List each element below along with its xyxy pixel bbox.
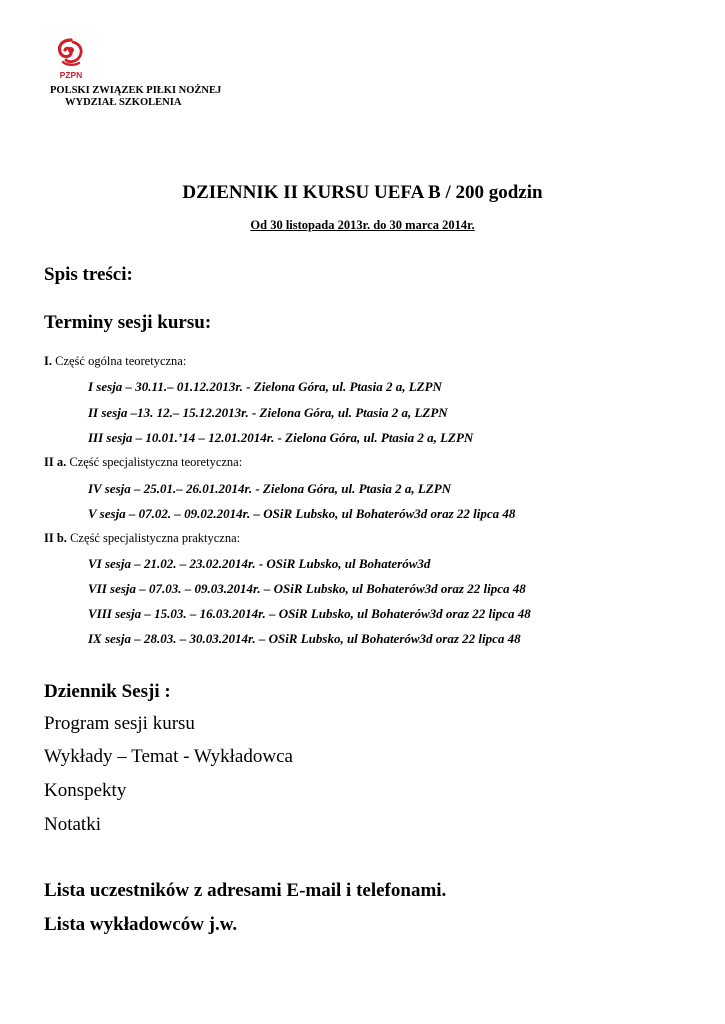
session-line: VIII sesja – 15.03. – 16.03.2014r. – OSiR Lubsko, ul Bohaterów3d oraz 22 lipca 48: [88, 606, 531, 621]
lecturers-list-line: Lista wykładowców j.w.: [44, 914, 238, 935]
session-line: I sesja – 30.11.– 01.12.2013r. - Zielona Góra, ul. Ptasia 2 a, LZPN: [88, 379, 442, 394]
org-line-2: WYDZIAŁ SZKOLENIA: [65, 97, 182, 108]
part-label: I.: [44, 354, 52, 368]
toc-heading: Spis treści:: [44, 264, 133, 285]
org-line-1: POLSKI ZWIĄZEK PIŁKI NOŻNEJ: [50, 85, 222, 96]
organization-name: [50, 85, 221, 109]
part-label: II b.: [44, 531, 67, 545]
part-label: II a.: [44, 455, 67, 469]
session-line: IV sesja – 25.01.– 26.01.2014r. - Zielona Góra, ul. Ptasia 2 a, LZPN: [88, 481, 452, 496]
pzpn-emblem-icon: [52, 36, 90, 86]
diary-item: Wykłady – Temat - Wykładowca: [44, 746, 293, 767]
participants-list-line: Lista uczestników z adresami E-mail i telefonami.: [44, 880, 447, 901]
part-heading-2b: [44, 531, 240, 546]
diary-heading: Dziennik Sesji :: [44, 681, 171, 702]
session-line: IX sesja – 28.03. – 30.03.2014r. – OSiR Lubsko, ul Bohaterów3d oraz 22 lipca 48: [88, 631, 521, 646]
document-title: DZIENNIK II KURSU UEFA B / 200 godzin: [182, 182, 543, 203]
diary-item: Program sesji kursu: [44, 713, 195, 734]
part-text: Część ogólna teoretyczna:: [52, 354, 187, 368]
part-text: Część specjalistyczna praktyczna:: [66, 531, 241, 545]
part-heading-2a: [44, 455, 242, 470]
diary-item: Konspekty: [44, 780, 127, 801]
diary-item: Notatki: [44, 814, 101, 835]
session-line: VI sesja – 21.02. – 23.02.2014r. - OSiR Lubsko, ul Bohaterów3d: [88, 556, 431, 571]
pzpn-logo: [52, 36, 90, 86]
sessions-heading: Terminy sesji kursu:: [44, 312, 212, 333]
session-line: V sesja – 07.02. – 09.02.2014r. – OSiR Lubsko, ul Bohaterów3d oraz 22 lipca 48: [88, 506, 516, 521]
session-line: III sesja – 10.01.’14 – 12.01.2014r. - Zielona Góra, ul. Ptasia 2 a, LZPN: [88, 430, 474, 445]
session-line: II sesja –13. 12.– 15.12.2013r. - Zielona Góra, ul. Ptasia 2 a, LZPN: [88, 405, 448, 420]
session-line: VII sesja – 07.03. – 09.03.2014r. – OSiR Lubsko, ul Bohaterów3d oraz 22 lipca 48: [88, 581, 526, 596]
part-heading-1: [44, 354, 186, 369]
logo-text: PZPN: [59, 70, 83, 80]
part-text: Część specjalistyczna teoretyczna:: [66, 455, 243, 469]
document-date-range: Od 30 listopada 2013r. do 30 marca 2014r.: [250, 218, 475, 232]
